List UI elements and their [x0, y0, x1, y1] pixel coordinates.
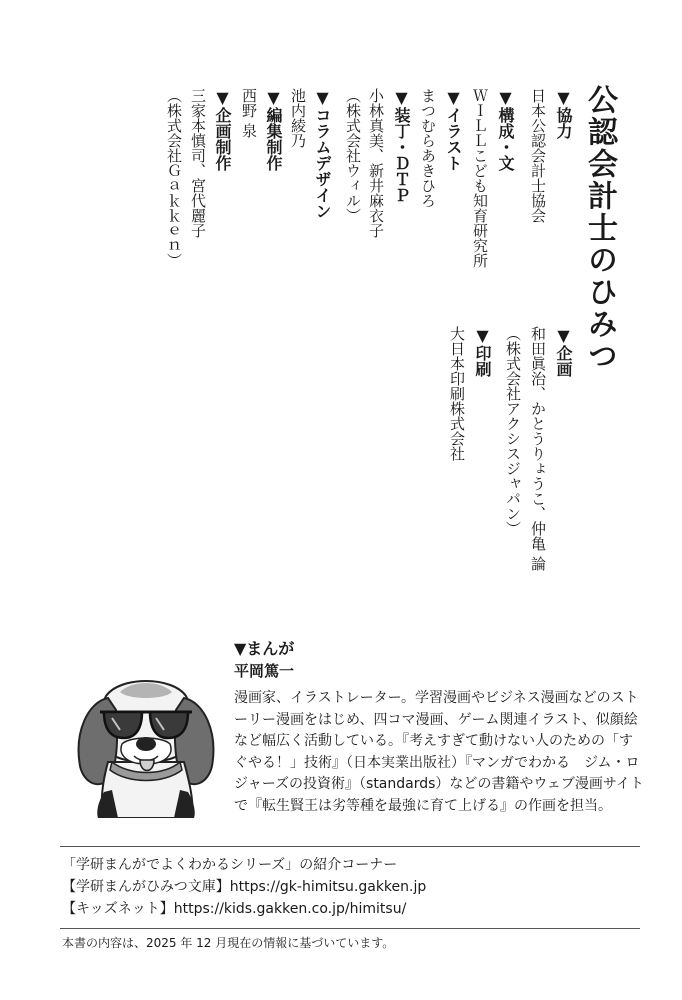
credit-text-planning-company: （株式会社アクシスジャパン）: [504, 326, 522, 536]
page-title: 公認会計士のひみつ: [582, 84, 617, 372]
credit-text-design-dtp-company: （株式会社ウィル）: [344, 88, 362, 223]
credit-text-cooperation: 日本公認会計士協会: [529, 88, 547, 223]
kidsnet-url-link[interactable]: https://kids.gakken.co.jp/himitsu/: [173, 901, 407, 917]
manga-artist-section: [50, 636, 644, 816]
credit-text-planning: 和田眞治、かとうりょうこ、仲亀 論: [529, 326, 547, 571]
credit-text-illustration: まつむらあきひろ: [419, 88, 437, 208]
bunko-url-link[interactable]: https://gk-himitsu.gakken.jp: [229, 879, 427, 895]
credit-heading-printing: ▼印刷: [473, 326, 492, 377]
divider-bottom: [60, 928, 640, 929]
divider-top: [60, 846, 640, 847]
credit-heading-illustration: ▼イラスト: [444, 88, 463, 171]
credit-text-column-design: 池内綾乃: [289, 88, 307, 148]
credit-heading-writing: ▼構成・文: [496, 88, 515, 171]
kidsnet-label: 【キッズネット】: [62, 901, 174, 917]
credit-text-writing: ＷＩＬＬこども知育研究所: [471, 88, 489, 268]
credit-heading-editing: ▼編集制作: [264, 88, 283, 171]
currency-note: 本書の内容は、2025 年 12 月現在の情報に基づいています。: [62, 936, 395, 950]
kidsnet-link-row: [62, 898, 426, 920]
beagle-illustration: [60, 662, 232, 818]
bunko-link-row: [62, 876, 426, 898]
credit-text-planning-production: 三家本慎司、宮代麗子: [189, 88, 207, 238]
series-links: [62, 854, 426, 920]
credit-text-planning-production-company: （株式会社Ｇａｋｋｅｎ）: [165, 88, 183, 268]
credit-text-editing: 西野 泉: [240, 88, 258, 138]
credit-text-printing: 大日本印刷株式会社: [448, 326, 466, 461]
credit-heading-planning: ▼企画: [554, 326, 573, 377]
bunko-label: 【学研まんがひみつ文庫】: [62, 879, 230, 895]
credit-text-design-dtp: 小林真美、新井麻衣子: [367, 88, 385, 238]
credit-heading-design-dtp: ▼装丁・ＤＴＰ: [392, 88, 411, 203]
manga-artist-description: 漫画家、イラストレーター。学習漫画やビジネス漫画などのストーリー漫画をはじめ、四コマ漫画、ゲーム関連イラスト、似顔絵など幅広く活動している。『考えすぎて動けない人のための「すぐやる！」技術』（日本実業出版社）『マンガでわかる ジム・ロジャーズの投資術』（standards）などの書籍やウェブ漫画サイトで『転生賢王は劣等種を最強に育て上げる』の作画を担当。: [234, 690, 644, 814]
credit-heading-cooperation: ▼協力: [554, 88, 573, 139]
credit-heading-planning-production: ▼企画制作: [213, 88, 232, 171]
credit-heading-column-design: ▼コラムデザイン: [313, 88, 332, 219]
manga-artist-name: 平岡篤一: [234, 662, 295, 680]
series-intro: 「学研まんがでよくわかるシリーズ」の紹介コーナー: [62, 857, 398, 873]
manga-heading: ▼まんが: [234, 639, 295, 658]
